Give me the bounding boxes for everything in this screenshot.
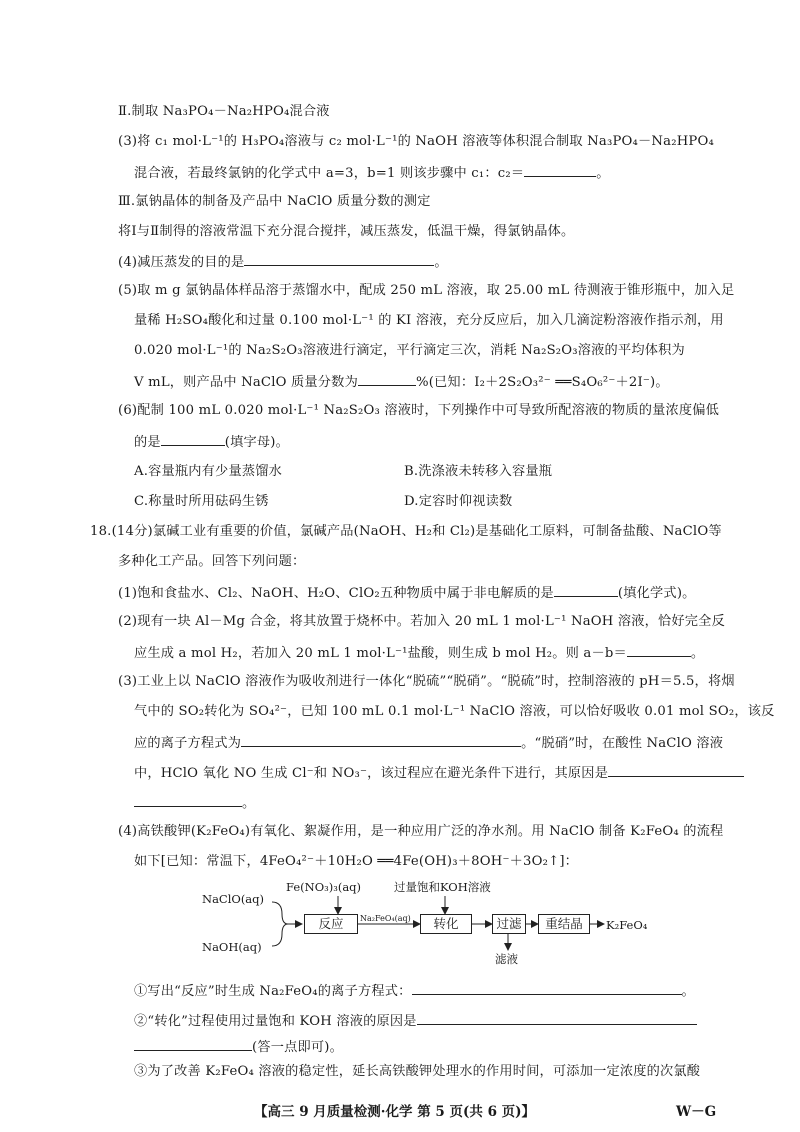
- q18-line1: 18.(14分)氯碱工业有重要的价值，氯碱产品(NaOH、H₂和 Cl₂)是基础化工原料，可制备盐酸、NaClO等: [90, 524, 722, 539]
- q6-option-b[interactable]: B.洗涤液未转移入容量瓶: [404, 464, 553, 479]
- q18-s2: [134, 1010, 697, 1032]
- q6-line1: (6)配制 100 mL 0.020 mol·L⁻¹ Na₂S₂O₃ 溶液时，下列操作中可导致所配溶液的物质的量浓度偏低: [118, 403, 720, 418]
- q18-p3-text: 应的离子方程式为: [134, 736, 242, 751]
- q4-text: (4)减压蒸发的目的是: [118, 255, 245, 270]
- q18-p1-text: (1)饱和食盐水、Cl₂、NaOH、H₂O、ClO₂五种物质中属于非电解质的是: [118, 586, 554, 601]
- flow-product: K₂FeO₄: [606, 918, 648, 932]
- q18-p3-end: 。: [242, 796, 256, 811]
- flow-intermediate: Na₂FeO₄(aq): [360, 914, 411, 923]
- q18-p2-line1: (2)现有一块 Al－Mg 合金，将其放置于烧杯中。若加入 20 mL 1 mol·L⁻¹ NaOH 溶液，恰好完全反: [118, 614, 725, 629]
- q5-end: %(已知：I₂＋2S₂O₃²⁻ ══S₄O₆²⁻＋2I⁻)。: [415, 375, 669, 390]
- flow-reagent-fe-nitrate: Fe(NO₃)₃(aq): [286, 880, 362, 894]
- section-2-title: Ⅱ.制取 Na₃PO₄－Na₂HPO₄混合液: [118, 104, 330, 119]
- q6-option-c[interactable]: C.称量时所用砝码生锈: [134, 494, 269, 509]
- q18-p2-text: 应生成 a mol H₂，若加入 20 mL 1 mol·L⁻¹盐酸，则生成 b mol H₂。则 a－b＝: [134, 646, 627, 661]
- q18-p3-reason-text: 中，HClO 氧化 NO 生成 Cl⁻和 NO₃⁻，该过程应在避光条件下进行，其原因是: [134, 766, 609, 781]
- q18-s2-line2: [134, 1036, 343, 1058]
- q18-s2-text: ②“转化”过程使用过量饱和 KOH 溶液的原因是: [134, 1014, 417, 1029]
- section-3-title: Ⅲ.氯钠晶体的制备及产品中 NaClO 质量分数的测定: [118, 194, 431, 209]
- q18-s2-answer-blank-2[interactable]: [134, 1036, 252, 1051]
- q4-end: 。: [434, 255, 448, 270]
- q3-line1: (3)将 c₁ mol·L⁻¹的 H₃PO₄溶液与 c₂ mol·L⁻¹的 NaOH 溶液等体积混合制取 Na₃PO₄－Na₂HPO₄: [118, 134, 714, 149]
- q18-s1-end: 。: [681, 984, 695, 999]
- q5-text: V mL，则产品中 NaClO 质量分数为: [134, 375, 358, 390]
- q3-end: 。: [596, 166, 610, 181]
- q6-end: (填字母)。: [224, 435, 290, 450]
- q18-p4-line2: 如下[已知：常温下，4FeO₄²⁻＋10H₂O ══4Fe(OH)₃＋8OH⁻＋3O₂↑]：: [134, 854, 579, 869]
- q18-p4-line1: (4)高铁酸钾(K₂FeO₄)有氧化、絮凝作用，是一种应用广泛的净水剂。用 NaClO 制备 K₂FeO₄ 的流程: [118, 824, 724, 839]
- flow-box-reaction: 反应: [304, 914, 358, 934]
- page-footer: 【高三 9 月质量检测·化学 第 5 页(共 6 页)】: [254, 1104, 536, 1120]
- q18-p3-line2: 气中的 SO₂转化为 SO₄²⁻，已知 100 mL 0.1 mol·L⁻¹ NaClO 溶液，可以恰好吸收 0.01 mol SO₂，该反: [134, 704, 775, 719]
- q18-s2-end: (答一点即可)。: [252, 1040, 344, 1055]
- q18-s1-text: ①写出“反应”时生成 Na₂FeO₄的离子方程式：: [134, 984, 412, 999]
- q5-line3: 0.020 mol·L⁻¹的 Na₂S₂O₃溶液进行滴定，平行滴定三次，消耗 Na₂S₂O₃溶液的平均体积为: [134, 343, 685, 358]
- section-3-intro: 将Ⅰ与Ⅱ制得的溶液常温下充分混合搅拌，减压蒸发，低温干燥，得氯钠晶体。: [118, 224, 575, 239]
- q18-p3-line1: (3)工业上以 NaClO 溶液作为吸收剂进行一体化“脱硫”“脱硝”。“脱硫”时，控制溶液的 pH＝5.5，将烟: [118, 674, 735, 689]
- flow-input-naoh: NaOH(aq): [202, 940, 262, 954]
- flow-reagent-koh: 过量饱和KOH溶液: [394, 880, 491, 894]
- flow-box-conversion: 转化: [420, 914, 472, 934]
- q6-option-a[interactable]: A.容量瓶内有少量蒸馏水: [134, 464, 282, 479]
- flow-filtrate: 滤液: [495, 952, 518, 966]
- flow-brace: [272, 902, 288, 946]
- q18-s3: ③为了改善 K₂FeO₄ 溶液的稳定性，延长高铁酸钾处理水的作用时间，可添加一定浓度的次氯酸: [134, 1064, 701, 1079]
- q18-p1-end: (填化学式)。: [617, 586, 696, 601]
- q18-s1-answer-blank[interactable]: [412, 980, 682, 995]
- q3-text: 混合液，若最终氯钠的化学式中 a=3，b=1 则该步骤中 c₁：c₂＝: [134, 166, 525, 181]
- flow-box-filter: 过滤: [492, 914, 526, 934]
- flow-box-recrystallize: 重结晶: [538, 914, 590, 934]
- q18-s2-answer-blank[interactable]: [417, 1010, 697, 1025]
- q18-line2: 多种化工产品。回答下列问题：: [118, 554, 306, 569]
- flow-input-naclo: NaClO(aq): [202, 892, 265, 906]
- page-code: W－G: [676, 1104, 717, 1120]
- q5-line2: 量稀 H₂SO₄酸化和过量 0.100 mol·L⁻¹ 的 KI 溶液，充分反应后，加入几滴淀粉溶液作指示剂，用: [134, 313, 724, 328]
- q18-p3-text-b: 。“脱硝”时，在酸性 NaClO 溶液: [521, 736, 724, 751]
- q5-line1: (5)取 m g 氯钠晶体样品溶于蒸馏水中，配成 250 mL 溶液，取 25.00 mL 待测液于锥形瓶中，加入足: [118, 283, 735, 298]
- q6-option-d[interactable]: D.定容时仰视读数: [404, 494, 513, 509]
- q18-p2-end: 。: [690, 646, 705, 661]
- q6-text: 的是: [134, 435, 161, 450]
- q18-s1: [134, 980, 695, 1002]
